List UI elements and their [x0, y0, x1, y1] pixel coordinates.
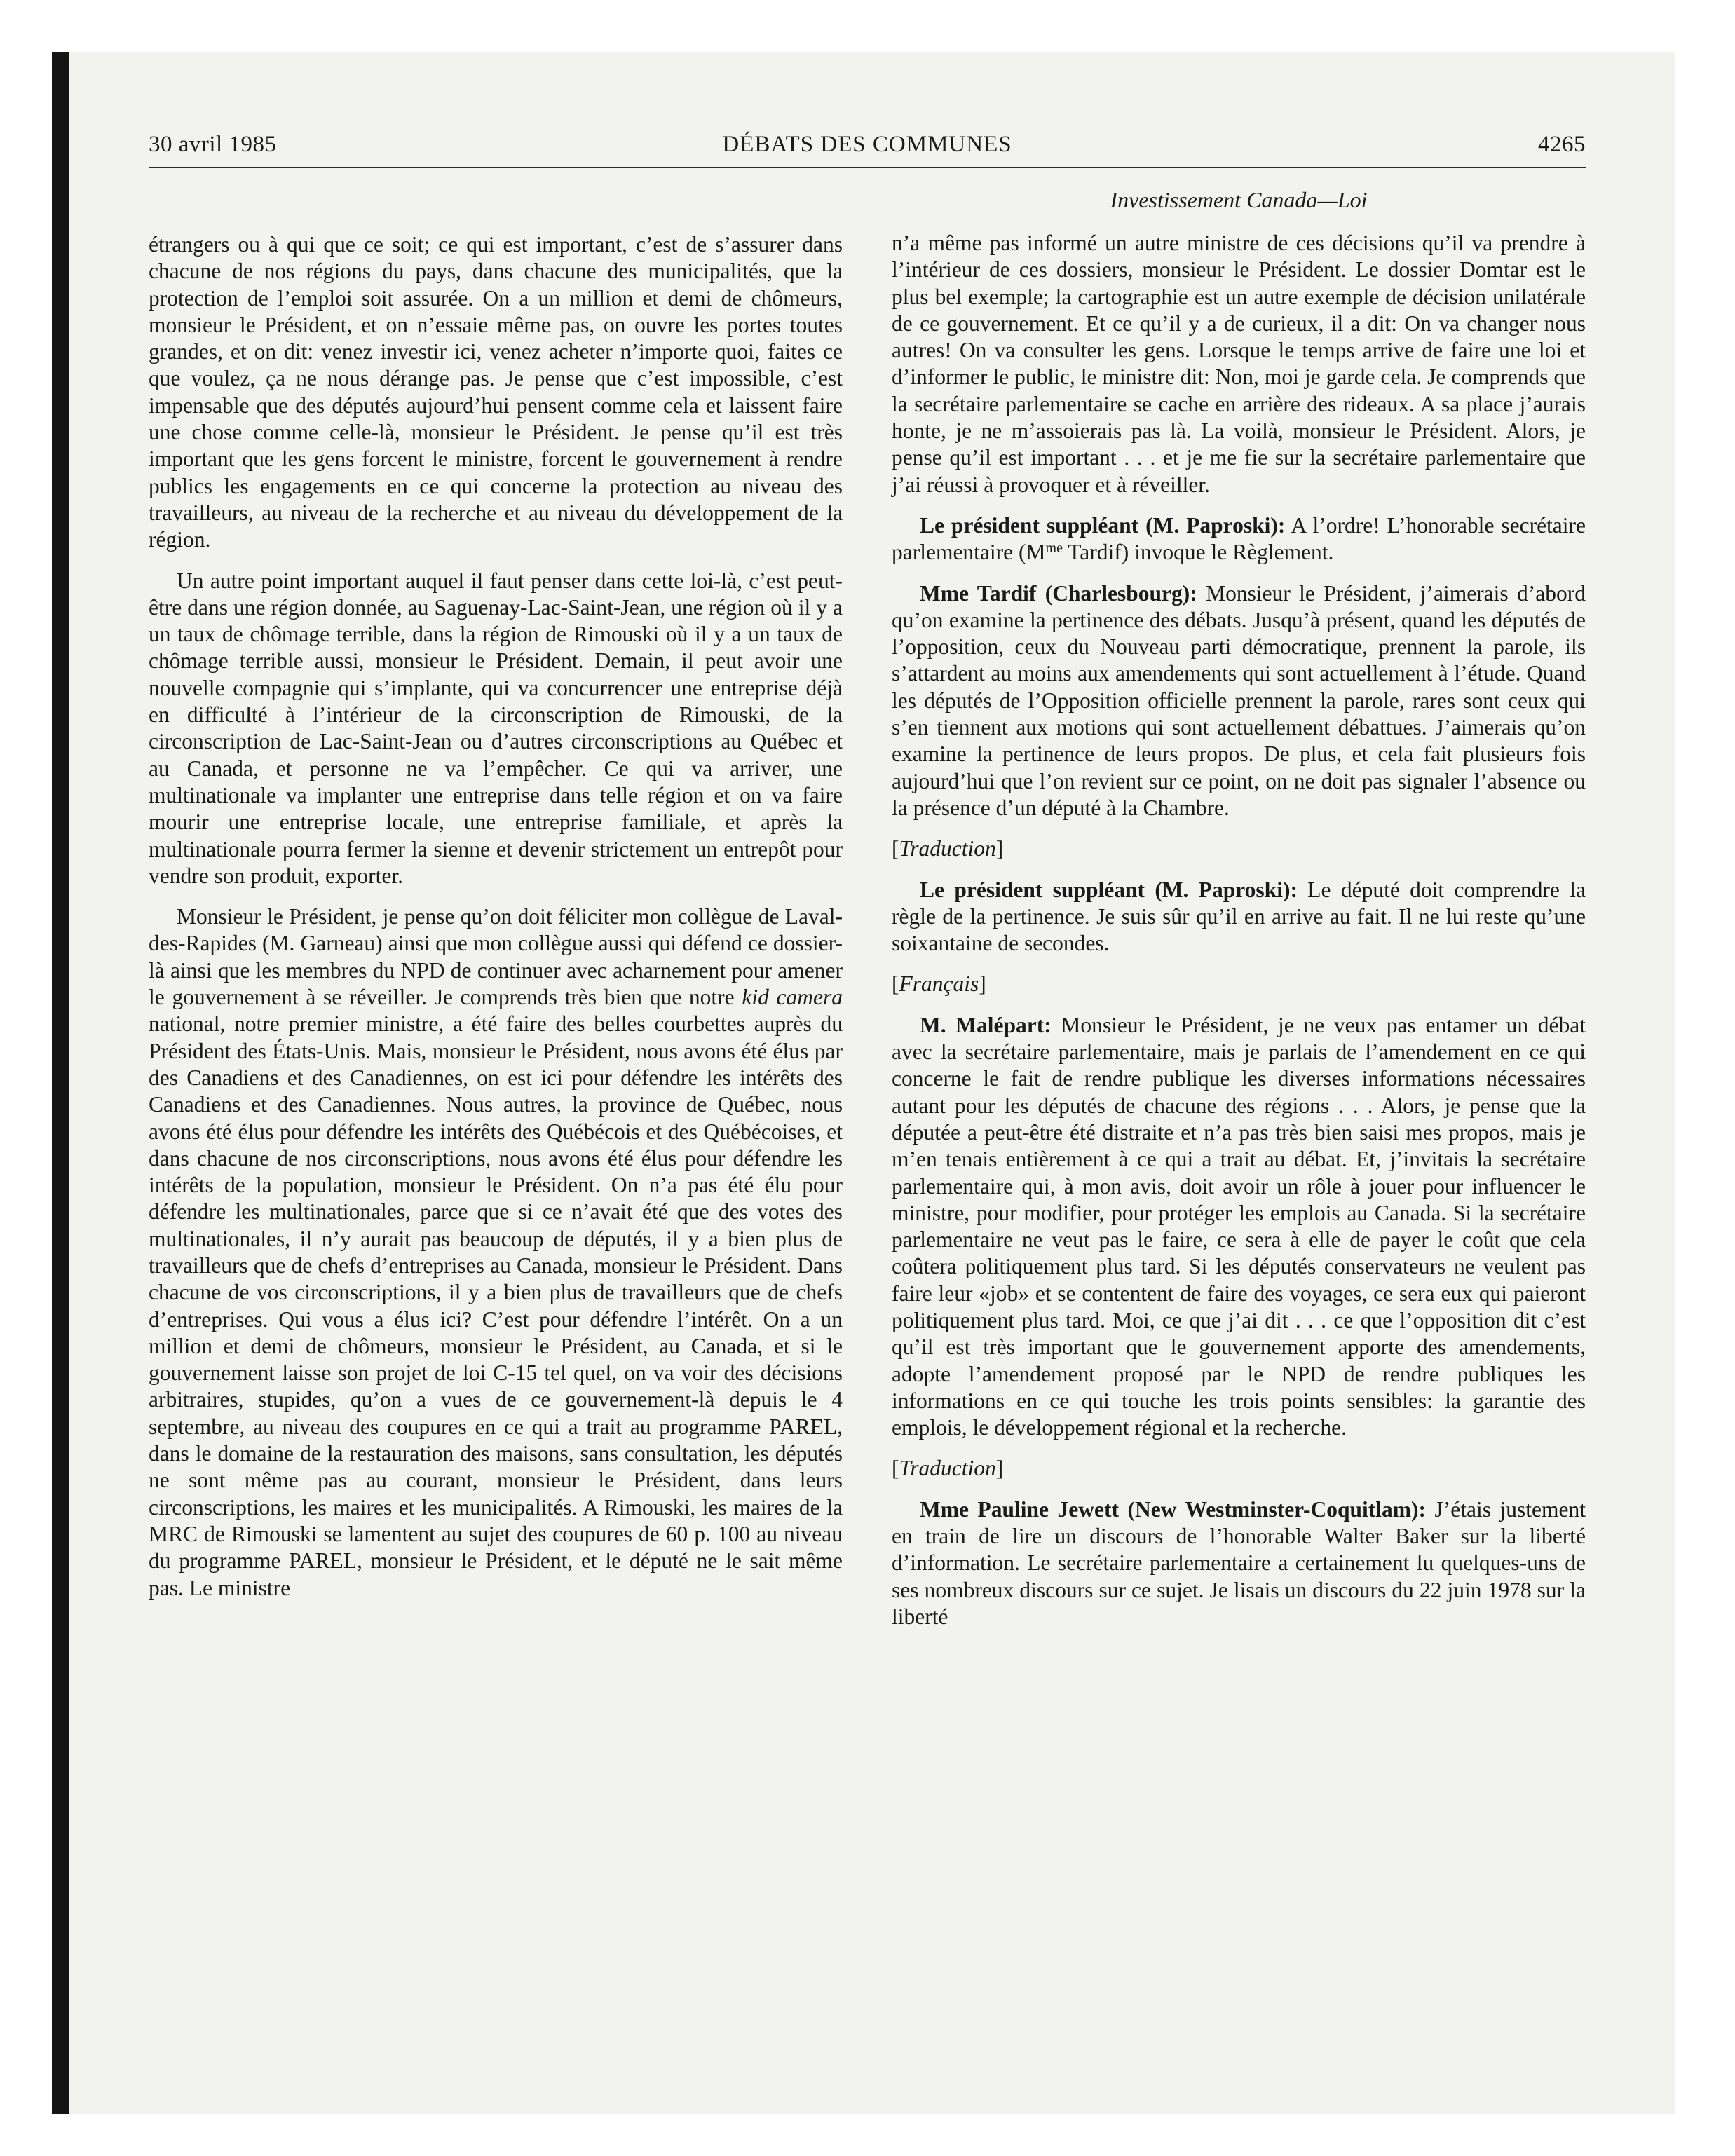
left-column	[149, 231, 843, 1602]
translation-tag-text: Traduction	[899, 1456, 996, 1481]
speaker-name: Mme Tardif (Charlesbourg):	[920, 580, 1197, 606]
left-paragraph-3-text-a: Monsieur le Président, je pense qu’on doit féliciter mon collègue de Laval-des-Rapides (M. Garneau) ainsi que mon collègue aussi qui défend ce dossier-là ainsi que les membres du NPD de continuer avec acharnement pour amener le gouvernement à se réveiller. Je comprends très bien que notre	[149, 904, 843, 1010]
intervention-text: Le député doit comprendre la règle de la pertinence. Je suis sûr qu’il en arrive au fait. Il ne lui reste qu’une soixantaine de secondes.	[892, 877, 1586, 956]
intervention-text: Monsieur le Président, j’aimerais d’abord qu’on examine la pertinence des débats. Jusqu’à présent, quand les députés de l’opposition, ceux du Nouveau parti démocratique, prennent la parole, ils s’attardent au moins aux amendements qui sont actuellement à l’étude. Quand les députés de l’Opposition officielle prennent la parole, rares sont ceux qui s’en tiennent aux motions qui sont actuellement débattues. J’aimerais qu’on examine la pertinence de leurs propos. De plus, et cela fait plusieurs fois aujourd’hui que l’on revient sur ce point, on ne doit pas signaler l’absence ou la présence d’un député à la Chambre.	[892, 580, 1586, 820]
paproski-intervention-2	[892, 877, 1586, 957]
left-paragraph-2: Un autre point important auquel il faut penser dans cette loi-là, c’est peut-être dans une région donnée, au Saguenay-Lac-Saint-Jean, une région où il y a un taux de chômage terrible, dans la région de Rimouski où il y a un taux de chômage terrible aussi, monsieur le Président. Demain, il peut avoir une nouvelle compagnie qui s’implante, qui va concurrencer une entreprise déjà en difficulté à l’intérieur de la circonscription de Rimouski, de la circonscription de Lac-Saint-Jean ou d’autres circonscriptions au Québec et au Canada, et personne ne va l’empêcher. Ce qui va arriver, une multinationale va implanter une entreprise dans telle région et on va faire mourir une entreprise locale, une entreprise familiale, et après la multinationale pourra fermer la sienne et devenir strictement un entrepôt pour vendre son produit, exporter.	[149, 568, 843, 888]
scan-left-edge	[52, 52, 69, 2114]
header-title: DÉBATS DES COMMUNES	[722, 132, 1012, 157]
intervention-text: J’étais justement en train de lire un discours de l’honorable Walter Baker sur la liberté d’information. Le secrétaire parlementaire a certainement lu quelques-uns de ses nombreux discours sur ce sujet. Je lisais un discours du 22 juin 1978 sur la liberté	[892, 1496, 1586, 1629]
left-paragraph-3-text-b: national, notre premier ministre, a été faire des belles courbettes auprès du Président des États-Unis. Mais, monsieur le Président, nous avons été élus par des Canadiens et des Canadiennes, on est ici pour défendre les intérêts des Canadiens et des Canadiennes. Nous autres, la province de Québec, nous avons été élus pour défendre les intérêts des Québécois et des Québécoises, et dans chacune de nos circonscriptions, nous avons été élus pour défendre les intérêts de la population, monsieur le Président. On n’a pas été élu pour défendre les multinationales, parce que si ce n’avait été que des votes des multinationales, il n’y aurait pas beaucoup de députés, il y a bien plus de travailleurs que de chefs d’entreprises au Canada, monsieur le Président. Dans chacune de vos circonscriptions, il y a bien plus de travailleurs que de chefs d’entreprises. Qui vous a élus ici? C’est pour défendre l’intérêt. On a un million et demi de chômeurs, monsieur le Président, au Canada, et si le gouvernement laisse son projet de loi C-15 tel quel, on va voir des décisions arbitraires, stupides, qu’on a vues de ce gouvernement-là depuis le 4 septembre, au niveau des coupures en ce qui a trait au programme PAREL, dans le domaine de la restauration des maisons, sans consultation, les députés ne sont même pas au courant, monsieur le Président, dans leurs circonscriptions, les maires et les municipalités. A Rimouski, les maires de la MRC de Rimouski se lamentent au sujet des coupures de 60 p. 100 au niveau du programme PAREL, monsieur le Président, et le député ne le sait même pas. Le ministre	[149, 1011, 843, 1600]
language-tag-francais: [Français]	[892, 971, 986, 997]
speaker-name: Le président suppléant (M. Paproski):	[920, 512, 1286, 538]
speaker-name: Le président suppléant (M. Paproski):	[920, 877, 1298, 902]
malepart-intervention	[892, 1012, 1586, 1442]
hansard-page	[149, 0, 1586, 2156]
intervention-text-a: A l’ordre! L’honorable secrétaire parlementaire (M	[892, 512, 1586, 565]
left-paragraph-1: étrangers ou à qui que ce soit; ce qui est important, c’est de s’assurer dans chacune de nos régions du pays, dans chacune des municipalités, que la protection de l’emploi soit assurée. On a un million et demi de chômeurs, monsieur le Président, et on n’essaie même pas, on ouvre les portes toutes grandes, et on dit: venez investir ici, venez acheter n’importe quoi, faites ce que voulez, ça ne nous dérange pas. Je pense que c’est impossible, c’est impensable que des députés aujourd’hui pensent comme cela et laissent faire une chose comme celle-là, monsieur le Président. Je pense qu’il est très important que les gens forcent le ministre, forcent le gouvernement à rendre publics les engagements en ce qui concerne la protection au niveau des travailleurs, au niveau de la recherche et au niveau du développement de la région.	[149, 232, 843, 552]
header-date: 30 avril 1985	[149, 132, 277, 157]
left-paragraph-3	[149, 903, 843, 1602]
translation-tag-1: [Traduction]	[892, 836, 1004, 861]
translation-tag-2: [Traduction]	[892, 1456, 1004, 1481]
running-head	[149, 132, 1586, 165]
speaker-name: Mme Pauline Jewett (New Westminster-Coquitlam):	[920, 1496, 1426, 1522]
right-column	[892, 186, 1586, 1630]
paproski-intervention-1	[892, 512, 1586, 566]
language-tag-text: Français	[899, 971, 979, 997]
jewett-intervention	[892, 1496, 1586, 1630]
intervention-text-b: Tardif) invoque le Règlement.	[1062, 540, 1334, 565]
header-rule	[149, 167, 1586, 168]
header-page-number: 4265	[1538, 132, 1586, 157]
speaker-name: M. Malépart:	[920, 1012, 1052, 1037]
intervention-text: Monsieur le Président, je ne veux pas entamer un débat avec la secrétaire parlementaire, mais je parlais de l’amendement en ce qui concerne le fait de rendre publique les diverses informations nécessaires autant pour les députés de chacune des régions . . . Alors, je pense que la députée a peut-être été distraite et n’a pas très bien saisi mes propos, mais je m’en tenais entièrement à ce qui a trait au débat. Et, j’invitais la secrétaire parlementaire qui, à mon avis, doit avoir un rôle à jouer pour influencer le ministre, pour modifier, pour protéger les emplois au Canada. Si la secrétaire parlementaire ne veut pas le faire, ce sera à elle de payer le coût que cela coûtera politiquement plus tard. Si les députés conservateurs ne veulent pas faire leur «job» et se contentent de faire des voyages, ce sera eux qui paieront politiquement plus tard. Moi, ce que j’ai dit . . . ce que l’opposition dit c’est qu’il est très important que le gouvernement apporte des amendements, adopte l’amendement proposé par le NPD de rendre publiques les informations en ce qui touche les trois points sensibles: la garantie des emplois, le développement régional et la recherche.	[892, 1012, 1586, 1440]
section-title: Investissement Canada—Loi	[1110, 187, 1368, 212]
right-paragraph-1: n’a même pas informé un autre ministre de ces décisions qu’il va prendre à l’intérieur de ces dossiers, monsieur le Président. Le dossier Domtar est le plus bel exemple; la cartographie est un autre exemple de décision unilatérale de ce gouvernement. Et ce qu’il y a de curieux, il a dit: On va changer nous autres! On va consulter les gens. Lorsque le temps arrive de faire une loi et d’informer le public, le ministre dit: Non, moi je garde cela. Je comprends que la secrétaire parlementaire se cache en arrière des rideaux. A sa place j’aurais honte, je ne m’assoierais pas là. La voilà, monsieur le Président. Alors, je pense qu’il est important . . . et je me fie sur la secrétaire parlementaire que j’ai réussi à provoquer et à réveiller.	[892, 231, 1586, 497]
tardif-intervention	[892, 580, 1586, 822]
superscript-me: me	[1045, 540, 1063, 557]
kid-camera-italic: kid camera	[742, 985, 843, 1010]
translation-tag-text: Traduction	[899, 836, 996, 861]
